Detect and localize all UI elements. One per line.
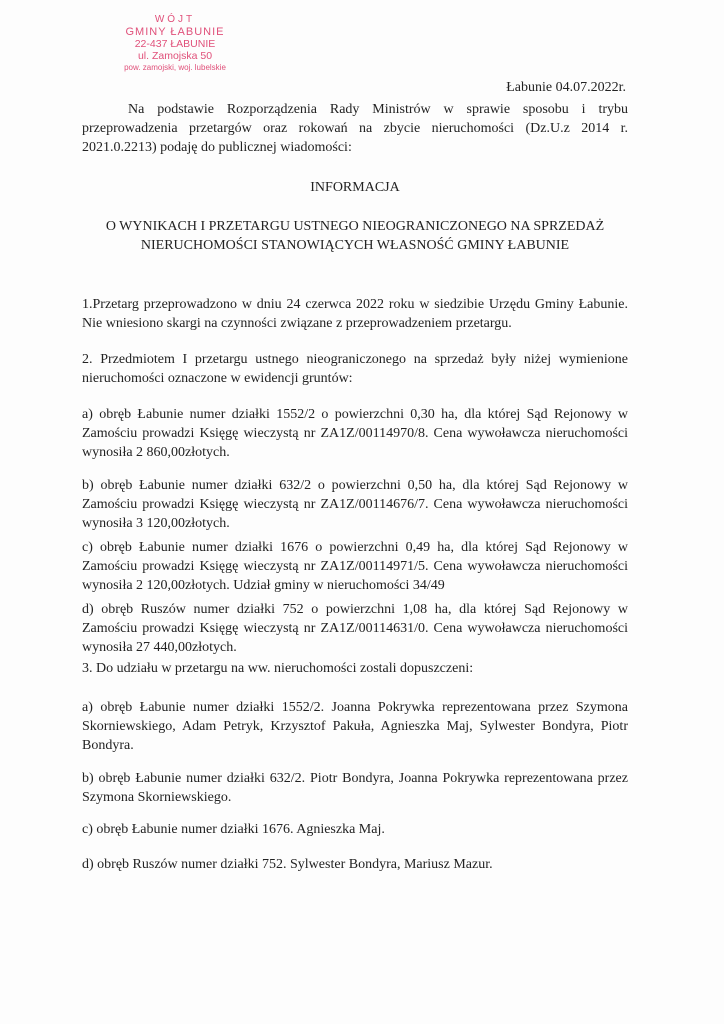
paragraph-2a: a) obręb Łabunie numer działki 1552/2 o powierzchni 0,30 ha, dla której Sąd Rejonowy w Zamościu prowadzi Księgę wieczystą nr ZA1Z/00114970/8. Cena wywoławcza nieruchomości wynosiła 2 860,00złotych. <box>82 407 628 460</box>
stamp-line: GMINY ŁABUNIE <box>125 26 225 38</box>
paragraph-3c: c) obręb Łabunie numer działki 1676. Agnieszka Maj. <box>82 822 385 837</box>
stamp-line: 22-437 ŁABUNIE <box>134 38 216 50</box>
document-subtitle: O WYNIKACH I PRZETARGU USTNEGO NIEOGRANICZONEGO NA SPRZEDAŻ NIERUCHOMOŚCI STANOWIĄCYCH WŁASNOŚĆ GMINY ŁABUNIE <box>105 219 605 253</box>
official-stamp <box>95 14 255 74</box>
paragraph-3b: b) obręb Łabunie numer działki 632/2. Piotr Bondyra, Joanna Pokrywka reprezentowana przez Szymona Skorniewskiego. <box>82 771 628 805</box>
paragraph-2: 2. Przedmiotem I przetargu ustnego nieograniczonego na sprzedaż były niżej wymienione nieruchomości oznaczone w ewidencji gruntów: <box>82 352 628 386</box>
intro-paragraph: Na podstawie Rozporządzenia Rady Ministrów w sprawie sposobu i trybu przeprowadzenia przetargów oraz rokowań na zbycie nieruchomości (Dz.U.z 2014 r. 2021.0.2213) podaję do publicznej wiadomości: <box>82 102 628 155</box>
document-date: Łabunie 04.07.2022r. <box>506 80 626 95</box>
stamp-line: ul. Zamojska 50 <box>137 50 213 62</box>
document-title: INFORMACJA <box>310 180 400 195</box>
paragraph-2c: c) obręb Łabunie numer działki 1676 o powierzchni 0,49 ha, dla której Sąd Rejonowy w Zamościu prowadzi Księgę wieczystą nr ZA1Z/00114971/5. Cena wywoławcza nieruchomości wynosiła 2 120,00złotych. Udział gminy w nieruchomości 34/49 <box>82 540 628 593</box>
stamp-line: WÓJT <box>154 14 196 25</box>
paragraph-2b: b) obręb Łabunie numer działki 632/2 o powierzchni 0,50 ha, dla której Sąd Rejonowy w Zamościu prowadzi Księgę wieczystą nr ZA1Z/00114676/7. Cena wywoławcza nieruchomości wynosiła 3 120,00złotych. <box>82 478 628 531</box>
paragraph-3a: a) obręb Łabunie numer działki 1552/2. Joanna Pokrywka reprezentowana przez Szymona Skorniewskiego, Adam Petryk, Krzysztof Pakuła, Agnieszka Maj, Sylwester Bondyra, Piotr Bondyra. <box>82 700 628 753</box>
paragraph-3d: d) obręb Ruszów numer działki 752. Sylwester Bondyra, Mariusz Mazur. <box>82 857 493 872</box>
paragraph-1: 1.Przetarg przeprowadzono w dniu 24 czerwca 2022 roku w siedzibie Urzędu Gminy Łabunie. Nie wniesiono skargi na czynności związane z przeprowadzeniem przetargu. <box>82 297 628 331</box>
paragraph-3: 3. Do udziału w przetargu na ww. nieruchomości zostali dopuszczeni: <box>82 661 474 676</box>
stamp-line: pow. zamojski, woj. lubelskie <box>124 63 226 72</box>
paragraph-2d: d) obręb Ruszów numer działki 752 o powierzchni 1,08 ha, dla której Sąd Rejonowy w Zamościu prowadzi Księgę wieczystą nr ZA1Z/00114631/0. Cena wywoławcza nieruchomości wynosiła 27 440,00złotych. <box>82 602 628 655</box>
